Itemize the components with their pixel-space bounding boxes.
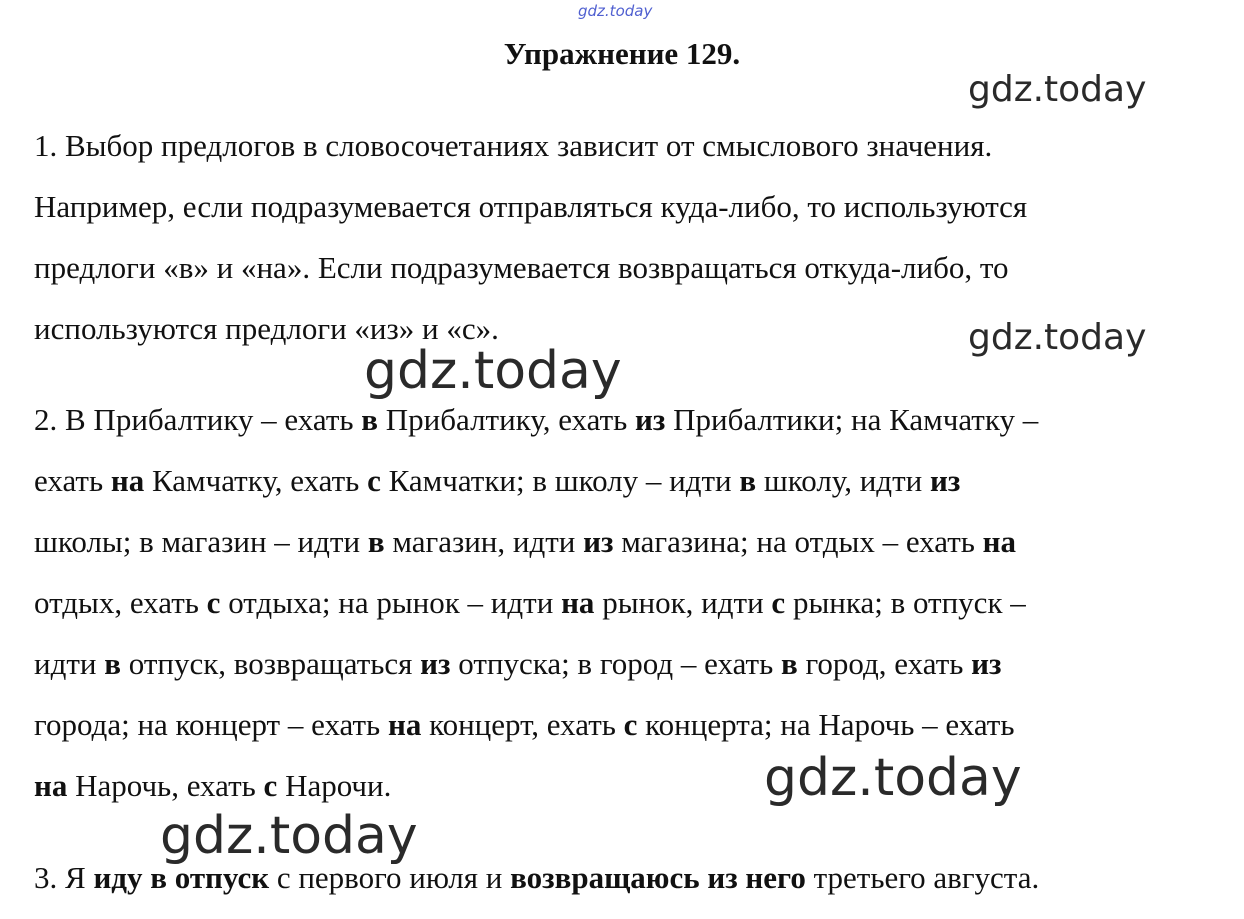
text-segment: школы; в магазин – идти [34, 524, 368, 559]
watermark-lower-right: gdz.today [764, 748, 1022, 808]
bold-preposition: на [387, 707, 422, 742]
bold-preposition: с [263, 768, 278, 803]
bold-preposition: с [623, 707, 638, 742]
text-segment: концерта; на Нарочь – ехать [637, 707, 1015, 742]
paragraph-2-line-2 [34, 450, 1214, 511]
bold-preposition: на [982, 524, 1017, 559]
paragraph-3-line-1 [34, 847, 1214, 908]
watermark-middle: gdz.today [364, 341, 622, 401]
text-segment: Нарочи. [277, 768, 392, 803]
bold-preposition: из [635, 402, 666, 437]
bold-preposition: в [367, 524, 385, 559]
text-segment: отпуск, возвращаться [121, 646, 421, 681]
paragraph-1-line-3: предлоги «в» и «на». Если подразумевается возвращаться откуда-либо, то [34, 250, 1009, 285]
bold-preposition: с [206, 585, 221, 620]
text-segment: магазина; на отдых – ехать [613, 524, 983, 559]
text-segment: 2. В Прибалтику – ехать [34, 402, 362, 437]
paragraph-2-line-3 [34, 511, 1214, 572]
bold-preposition: в [104, 646, 121, 681]
paragraph-2-line-7 [34, 755, 1214, 816]
text-segment: отдыха; на рынок – идти [220, 585, 562, 620]
text-segment: Камчатку, ехать [144, 463, 368, 498]
bold-preposition: в [739, 463, 757, 498]
paragraph-2-line-1 [34, 389, 1214, 450]
text-segment: отпуска; в город – ехать [450, 646, 781, 681]
text-segment: концерт, ехать [421, 707, 624, 742]
text-segment: ехать [34, 463, 111, 498]
bold-preposition: с [367, 463, 381, 498]
bold-phrase: иду в отпуск [93, 860, 270, 895]
text-segment: отдых, ехать [34, 585, 207, 620]
bold-preposition: на [561, 585, 595, 620]
text-segment: города; на концерт – ехать [34, 707, 388, 742]
watermark-right-2: gdz.today [968, 317, 1147, 358]
watermark-top: gdz.today [578, 2, 653, 20]
watermark-right-1: gdz.today [968, 69, 1147, 110]
paragraph-2-line-4 [34, 572, 1214, 633]
text-segment: рынка; в отпуск – [785, 585, 1026, 620]
text-segment: город, ехать [797, 646, 972, 681]
text-segment: магазин, идти [384, 524, 584, 559]
text-segment: с первого июля и [269, 860, 511, 895]
paragraph-3 [34, 847, 1214, 908]
bold-preposition: в [780, 646, 798, 681]
paragraph-1-line-4: используются предлоги «из» и «с». [34, 311, 499, 346]
text-segment: третьего августа. [805, 860, 1040, 895]
bold-preposition: из [420, 646, 451, 681]
text-segment: школу, идти [756, 463, 930, 498]
bold-preposition: из [583, 524, 614, 559]
bold-phrase: возвращаюсь из него [510, 860, 806, 895]
paragraph-2-line-5 [34, 633, 1214, 694]
paragraph-1-line-2: Например, если подразумевается отправляться куда-либо, то используются [34, 189, 1028, 224]
text-segment: Прибалтику, ехать [378, 402, 636, 437]
text-segment: рынок, идти [594, 585, 772, 620]
bold-preposition: на [110, 463, 145, 498]
exercise-title: Упражнение 129. [503, 36, 741, 71]
bold-preposition: из [971, 646, 1002, 681]
paragraph-1 [34, 115, 1214, 359]
paragraph-1-line-1: 1. Выбор предлогов в словосочетаниях зависит от смыслового значения. [34, 128, 993, 163]
text-segment: идти [34, 646, 105, 681]
paragraph-2-line-6 [34, 694, 1214, 755]
bold-preposition: в [361, 402, 379, 437]
watermark-lower-left: gdz.today [160, 806, 418, 866]
text-segment: Прибалтики; на Камчатку – [665, 402, 1039, 437]
paragraph-2 [34, 389, 1214, 816]
text-segment: 3. Я [34, 860, 94, 895]
text-segment: Камчатки; в школу – идти [380, 463, 740, 498]
bold-preposition: из [929, 463, 961, 498]
text-segment: Нарочь, ехать [67, 768, 264, 803]
bold-preposition: на [34, 768, 68, 803]
bold-preposition: с [771, 585, 786, 620]
